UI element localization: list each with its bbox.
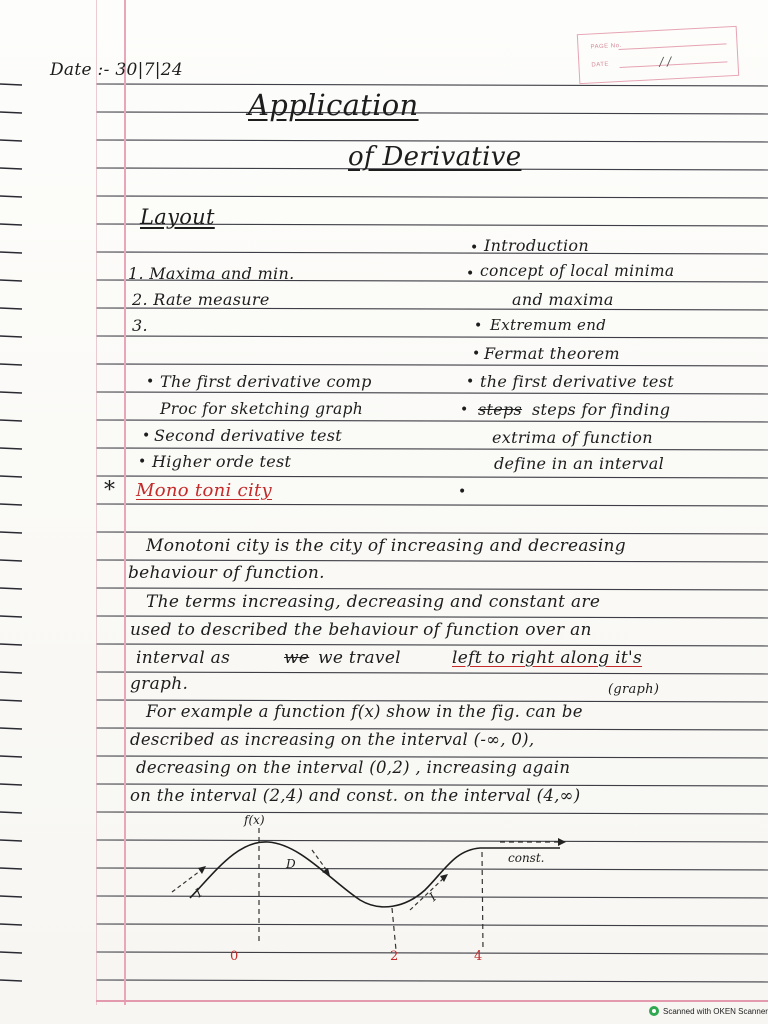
margin-tick [0,532,22,533]
body-line-10: on the interval (2,4) and const. on the interval (4,∞) [130,786,581,805]
body-line-2: behaviour of function. [128,563,325,583]
margin-tick [0,364,22,365]
page-title-line2: of Derivative [348,142,522,172]
margin-tick [0,308,22,309]
margin-tick [0,616,22,617]
scanner-text: Scanned with OKEN Scanner [663,1006,768,1016]
star-mark: * [104,478,115,503]
margin-tick [0,392,22,393]
margin-tick [0,140,22,141]
page-title-line1: Application [248,88,419,122]
right-item-define: define in an interval [494,454,665,473]
tick-label-4: 4 [474,949,483,964]
margin-tick [0,476,22,477]
graph-d-label: D [286,857,296,871]
ruled-line [96,448,768,450]
margin-tick [0,420,22,421]
bullet-dot: • [474,318,483,334]
ruled-line [96,672,768,674]
margin-tick [0,112,22,113]
ruled-line [96,84,768,86]
body-line-7: For example a function f(x) show in the fig. can be [146,702,583,721]
layout-item-3: 3. [132,316,148,335]
body-line-8: described as increasing on the interval (-∞, 0), [130,730,535,749]
scanner-logo-icon [649,1006,659,1016]
margin-tick [0,644,22,645]
margin-tick [0,728,22,729]
bullet-first-derivative: The first derivative comp [160,372,372,391]
right-item-strike: steps [478,400,523,419]
guide-line-2 [392,908,396,950]
ruled-line [96,420,768,422]
bullet-dot: • [460,402,469,418]
body-line-1: Monotoni city is the city of increasing and decreasing [146,536,626,556]
margin-tick [0,672,22,673]
margin-tick [0,224,22,225]
right-item-fermat: Fermat theorem [484,344,620,363]
body-line-5a: interval as [136,648,231,668]
arrowhead [198,866,206,874]
right-item-extrima: extrima of function [492,428,653,447]
bullet-dot: • [466,266,475,282]
ruled-line [96,644,768,646]
bullet-second-derivative: Second derivative test [154,426,342,445]
ruled-line [96,364,768,366]
ruled-line [96,588,768,590]
body-line-4: used to described the behaviour of function over an [130,620,592,640]
bullet-dot: • [142,428,151,444]
margin-tick [0,504,22,505]
margin-tick [0,560,22,561]
bullet-higher-order: Higher orde test [152,452,292,471]
margin-tick [0,280,22,281]
graph-annotation: (graph) [608,682,660,697]
body-line-9: decreasing on the interval (0,2) , increasing again [136,758,571,777]
layout-heading: Layout [140,205,215,229]
bullet-dot: • [458,484,467,500]
page-no-label: PAGE No. [590,42,622,51]
ruled-line [96,336,768,338]
bullet-dot: • [470,240,479,256]
ruled-line [96,616,768,618]
tick-label-0: 0 [230,949,239,964]
bullet-sketching: Proc for sketching graph [160,400,364,418]
margin-tick [0,84,22,85]
right-item-extremum: Extremum end [490,316,607,334]
function-curve [190,842,560,907]
bullet-dot: • [466,374,475,390]
body-line-3: The terms increasing, decreasing and constant are [146,592,601,612]
scanner-watermark [649,1006,768,1016]
date-label: DATE [591,61,610,69]
body-line-5b: we travel [318,648,401,668]
ruled-line [96,504,768,506]
page-number-box [577,26,739,84]
right-item-introduction: Introduction [484,236,589,255]
bullet-dot: • [138,454,147,470]
right-item-concept: concept of local minima [480,262,675,280]
note-date: Date :- 30|7|24 [50,60,183,80]
margin-tick [0,588,22,589]
ruled-line [96,476,768,478]
body-line-6: graph. [130,674,189,694]
date-slashes: / / [658,54,672,69]
section-heading-monotonicity: Mono toni city [136,480,273,501]
body-line-5c: left to right along it's [452,648,643,668]
bullet-dot: • [472,346,481,362]
right-item-first-derivative-test: the first derivative test [480,372,674,391]
margin-tick [0,700,22,701]
right-item-steps: steps for finding [532,400,671,419]
bullet-dot: • [146,374,155,390]
margin-tick [0,196,22,197]
page-bottom-border [96,1000,768,1002]
right-item-maxima: and maxima [512,290,614,309]
monotonicity-graph [0,800,768,1000]
tick-label-2: 2 [390,949,399,964]
body-struck-word: we [284,648,310,668]
ruled-line [96,252,768,254]
ruled-line [96,392,768,394]
graph-i-label-2: I [426,890,440,904]
margin-tick [0,784,22,785]
layout-item-2: 2. Rate measure [132,290,270,309]
graph-f-label: f(x) [244,813,265,827]
margin-tick [0,756,22,757]
margin-tick [0,252,22,253]
graph-const-label: const. [508,851,545,865]
ruled-line [96,196,768,198]
margin-tick [0,448,22,449]
ruled-line [96,560,768,562]
arrowhead [558,838,566,846]
ruled-line [96,532,768,534]
margin-tick [0,168,22,169]
guide-line-4 [482,852,483,950]
layout-item-1: 1. Maxima and min. [128,264,295,283]
graph-i-label: I [192,885,205,901]
ruled-line [96,112,768,114]
margin-tick [0,336,22,337]
